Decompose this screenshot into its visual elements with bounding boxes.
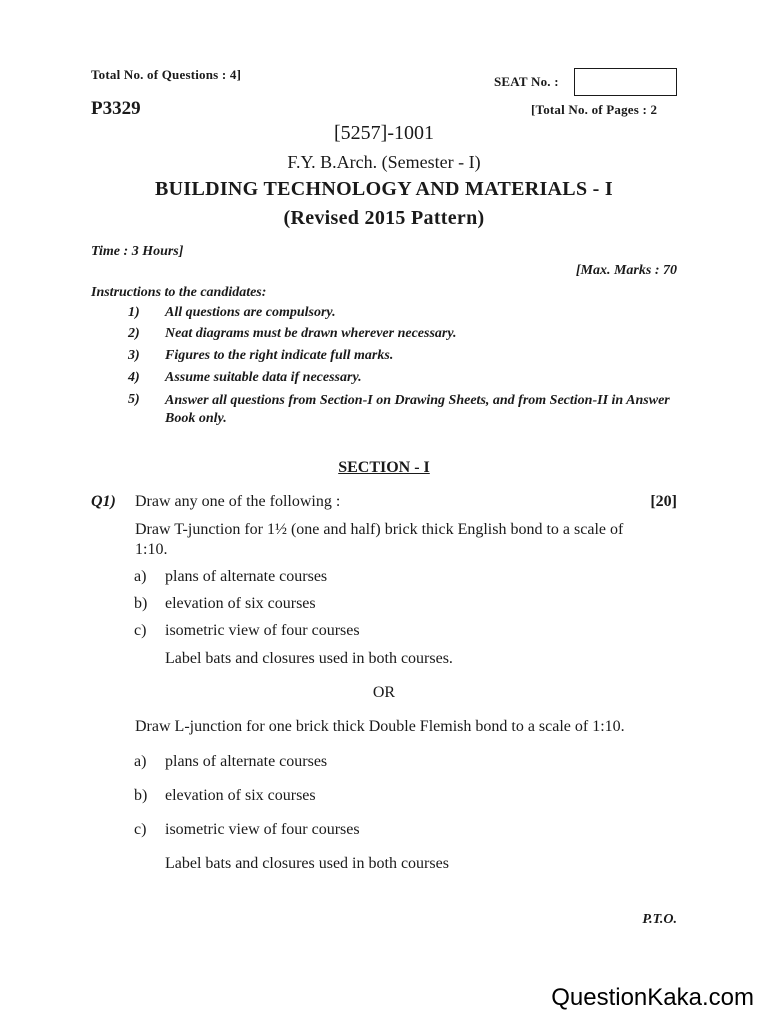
- seat-label: SEAT No. :: [494, 74, 559, 89]
- option-letter: c): [134, 622, 147, 639]
- question-label: Q1): [91, 493, 116, 510]
- instruction-text: All questions are compulsory.: [165, 305, 336, 320]
- part1-options: [0, 568, 768, 638]
- or-separator: OR: [372, 684, 396, 701]
- instruction-text: Figures to the right indicate full marks.: [165, 348, 394, 363]
- part1-note: Label bats and closures used in both courses.: [165, 650, 453, 667]
- instruction-number: 5): [128, 392, 140, 407]
- instructions-heading: Instructions to the candidates:: [91, 285, 267, 300]
- question-prompt: Draw any one of the following :: [135, 493, 341, 510]
- option-text: plans of alternate courses: [165, 753, 328, 770]
- pattern: (Revised 2015 Pattern): [283, 207, 485, 229]
- part2-options: [0, 753, 768, 843]
- instruction-text: Assume suitable data if necessary.: [165, 370, 362, 385]
- instruction-number: 2): [128, 326, 140, 341]
- option-letter: b): [134, 595, 148, 612]
- option-text: isometric view of four courses: [165, 622, 360, 639]
- section-title: SECTION - I: [338, 459, 430, 476]
- option-text: plans of alternate courses: [165, 568, 328, 585]
- site-watermark: QuestionKaka.com: [551, 984, 754, 1011]
- seat-number-box[interactable]: [574, 68, 677, 96]
- subject-title: BUILDING TECHNOLOGY AND MATERIALS - I: [154, 178, 614, 200]
- instruction-number: 3): [128, 348, 140, 363]
- option-letter: a): [134, 753, 147, 770]
- paper-code: P3329: [91, 98, 141, 119]
- part1-description-continued: 1:10.: [135, 541, 168, 558]
- option-letter: b): [134, 787, 148, 804]
- exam-code: [5257]-1001: [334, 122, 434, 144]
- total-questions: Total No. of Questions : 4]: [91, 67, 242, 82]
- pto-marker: P.T.O.: [642, 912, 677, 927]
- instructions-list: [0, 305, 768, 425]
- instruction-number: 4): [128, 370, 140, 385]
- part2-note: Label bats and closures used in both courses: [165, 855, 449, 872]
- semester: F.Y. B.Arch. (Semester - I): [287, 152, 481, 172]
- option-text: elevation of six courses: [165, 787, 316, 804]
- instruction-number: 1): [128, 305, 140, 320]
- instruction-text: Answer all questions from Section-I on Drawing Sheets, and from Section-II in Answer Book only.: [165, 393, 670, 426]
- exam-time: Time : 3 Hours]: [91, 244, 184, 259]
- part2-description: Draw L-junction for one brick thick Double Flemish bond to a scale of 1:10.: [135, 718, 625, 735]
- question-marks: [20]: [650, 493, 677, 510]
- instruction-text: Neat diagrams must be drawn wherever necessary.: [165, 326, 457, 341]
- total-pages: [Total No. of Pages : 2: [531, 102, 658, 117]
- max-marks: [Max. Marks : 70: [575, 263, 677, 278]
- option-letter: a): [134, 568, 147, 585]
- option-text: elevation of six courses: [165, 595, 316, 612]
- option-letter: c): [134, 821, 147, 838]
- option-text: isometric view of four courses: [165, 821, 360, 838]
- part1-description: Draw T-junction for 1½ (one and half) brick thick English bond to a scale of: [135, 521, 624, 538]
